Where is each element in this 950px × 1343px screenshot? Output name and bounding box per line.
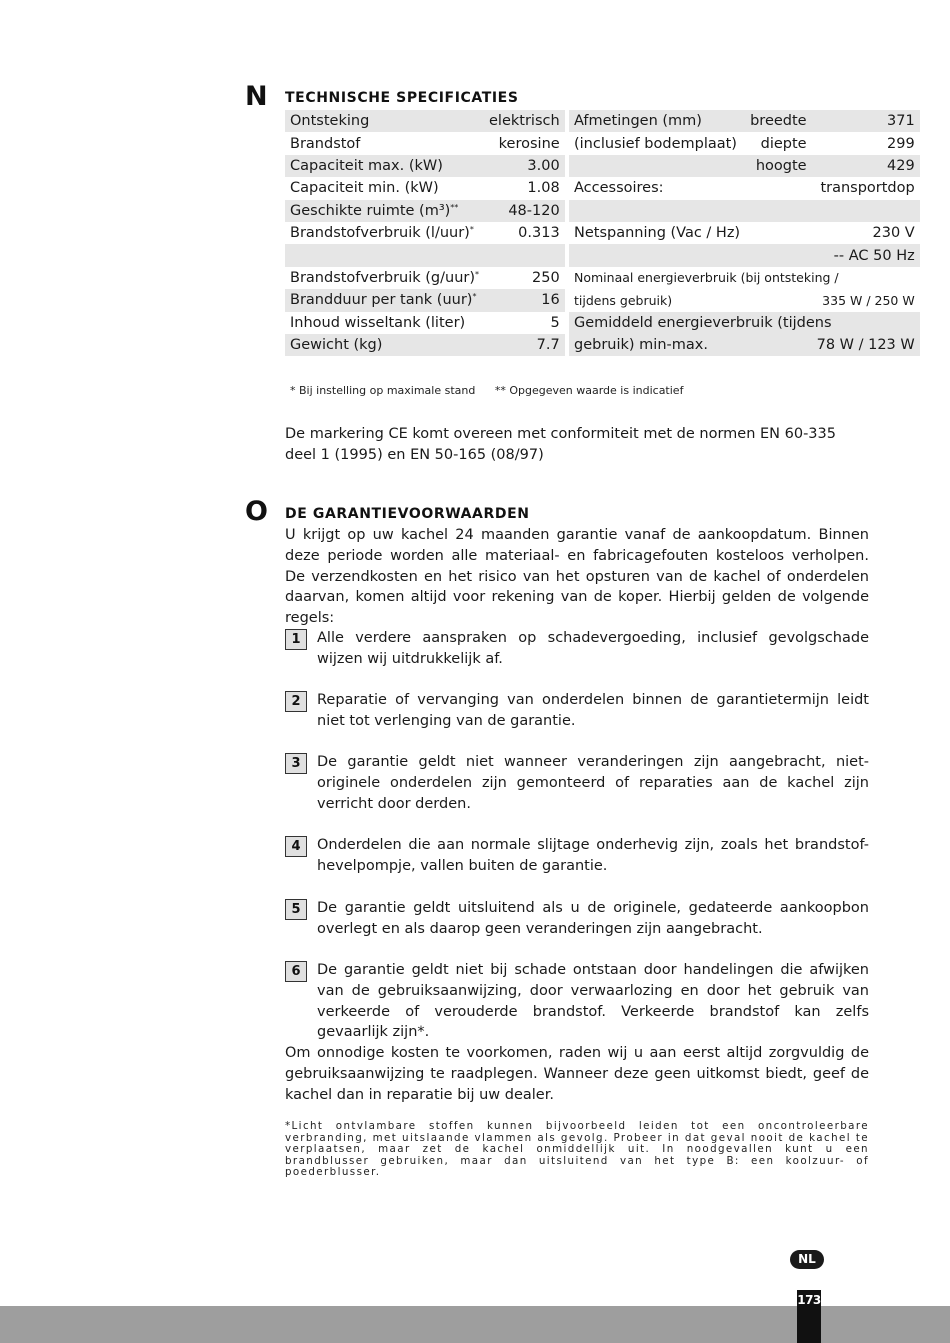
spec-row	[285, 200, 565, 222]
warranty-rule	[285, 752, 869, 814]
rule-text: De garantie geldt niet bij schade ontstaan door handelingen die afwijken van de gebruiksaanwijzing, door verwaarlozing en door het gebruik van verkeerde of verouderde brandstof. Verkeerde brandstof kan zelfs gevaarlijk zijn*.	[317, 962, 869, 1041]
spec-label: Afmetingen (mm)	[569, 110, 745, 132]
note-max-setting: * Bij instelling op maximale stand	[290, 384, 476, 397]
warranty-rule	[285, 960, 869, 1043]
spec-label: Gewicht (kg)	[285, 334, 484, 356]
spec-dimension	[745, 200, 812, 222]
spec-table-left	[285, 110, 565, 356]
spec-label: Brandduur per tank (uur)*	[285, 289, 484, 311]
spec-notes	[290, 384, 699, 397]
spec-dimension	[745, 334, 812, 356]
spec-row	[569, 334, 920, 356]
spec-label: Gemiddeld energieverbruik (tijdens	[569, 312, 920, 334]
spec-label	[569, 200, 745, 222]
section-title-warranty: DE GARANTIEVOORWAARDEN	[285, 506, 530, 522]
spec-label: Accessoires:	[574, 180, 664, 197]
spec-value: 3.00	[484, 155, 565, 177]
spec-row	[285, 244, 565, 266]
spec-row	[569, 132, 920, 154]
spec-row	[569, 244, 920, 266]
section-letter-n: N	[245, 81, 268, 112]
spec-value: 250	[532, 269, 560, 286]
rule-number-badge: 3	[285, 753, 307, 774]
spec-dimension	[745, 222, 812, 244]
spec-label	[569, 155, 745, 177]
spec-row	[569, 289, 920, 311]
language-badge: NL	[790, 1250, 824, 1269]
spec-value: 371	[812, 110, 920, 132]
spec-row	[569, 110, 920, 132]
spec-row	[569, 200, 920, 222]
spec-value: transportdop	[820, 180, 915, 197]
warranty-rule	[285, 898, 869, 940]
spec-row	[569, 177, 920, 199]
footnote-flammable: *Licht ontvlambare stoffen kunnen bijvoorbeeld leiden tot een oncontroleerbare verbranding, met uitslaande vlammen als gevolg. Probeer in dat geval nooit de kachel te verplaatsen, maar zet de kachel onmiddellijk uit. In noodgevallen kunt u een brandblusser gebruiken, maar dan uitsluitend van het type B: een koolzuur- of poederblusser.	[285, 1120, 869, 1178]
spec-label: Ontsteking	[285, 110, 484, 132]
spec-value: 7.7	[484, 334, 565, 356]
spec-value: 48-120	[484, 200, 565, 222]
spec-row	[285, 334, 565, 356]
rule-number-badge: 4	[285, 836, 307, 857]
section-letter-o: O	[245, 496, 268, 527]
spec-dimension	[745, 289, 812, 311]
spec-row	[569, 222, 920, 244]
spec-label: Brandstof	[290, 135, 361, 152]
spec-label: Netspanning (Vac / Hz)	[574, 225, 741, 242]
spec-row	[285, 132, 565, 154]
spec-value: 230 V	[872, 225, 915, 242]
spec-row	[285, 110, 565, 132]
spec-value: 1.08	[527, 180, 560, 197]
rule-text: Reparatie of vervanging van onderdelen binnen de garantietermijn leidt niet tot verlenging van de garantie.	[317, 692, 869, 729]
rule-number-badge: 2	[285, 691, 307, 712]
spec-label	[285, 244, 484, 266]
spec-row	[285, 222, 565, 244]
rule-text: De garantie geldt niet wanneer veranderingen zijn aangebracht, niet-originele onderdelen zijn gemonteerd of reparaties aan de kachel zijn verricht door derden.	[317, 754, 869, 812]
spec-value: 335 W / 250 W	[822, 292, 915, 308]
spec-dimension: hoogte	[745, 155, 812, 177]
warranty-intro: U krijgt op uw kachel 24 maanden garantie vanaf de aankoopdatum. Binnen deze periode worden alle materiaal- en fabricagefouten kosteloos verholpen. De verzendkosten en het risico van het opsturen van de kachel of onderdelen daarvan, komen altijd voor rekening van de koper. Hierbij gelden de volgende regels:	[285, 527, 869, 627]
page-number: 173	[797, 1290, 821, 1343]
spec-value: 78 W / 123 W	[812, 334, 920, 356]
spec-value	[484, 244, 565, 266]
rule-text: Alle verdere aanspraken op schadevergoeding, inclusief gevolgschade wijzen wij uitdrukkelijk af.	[317, 630, 869, 667]
warranty-rule	[285, 835, 869, 877]
spec-dimension: breedte	[745, 110, 812, 132]
spec-dimension: diepte	[760, 135, 807, 152]
spec-label: Capaciteit min. (kW)	[290, 180, 439, 197]
spec-value: 299	[887, 135, 915, 152]
spec-label: gebruik) min-max.	[569, 334, 745, 356]
rule-number-badge: 1	[285, 629, 307, 650]
spec-label	[569, 244, 745, 266]
warranty-closing: Om onnodige kosten te voorkomen, raden wij u aan eerst altijd zorgvuldig de gebruiksaanwijzing te raadplegen. Wanneer deze geen uitkomst biedt, geef de kachel dan in reparatie bij uw dealer.	[285, 1045, 869, 1103]
spec-table-right	[569, 110, 920, 356]
spec-row	[569, 155, 920, 177]
spec-row	[285, 289, 565, 311]
spec-row	[285, 177, 565, 199]
spec-row	[285, 155, 565, 177]
spec-dimension	[745, 244, 812, 266]
ce-marking-text: De markering CE komt overeen met conformiteit met de normen EN 60-335 deel 1 (1995) en EN 50-165 (08/97)	[285, 426, 836, 463]
spec-label: Geschikte ruimte (m³)**	[285, 200, 484, 222]
rule-number-badge: 6	[285, 961, 307, 982]
spec-value: -- AC 50 Hz	[812, 244, 920, 266]
warranty-rule	[285, 628, 869, 670]
spec-row	[285, 312, 565, 334]
warranty-rule	[285, 690, 869, 732]
spec-value: kerosine	[498, 135, 560, 152]
spec-label: Brandstofverbruik (l/uur)*	[290, 225, 474, 242]
section-title-technical-specs: TECHNISCHE SPECIFICATIES	[285, 90, 519, 106]
note-indicative: ** Opgegeven waarde is indicatief	[494, 384, 684, 397]
spec-value: elektrisch	[484, 110, 565, 132]
spec-label: Nominaal energieverbruik (bij ontsteking /	[574, 270, 839, 286]
spec-label: Capaciteit max. (kW)	[285, 155, 484, 177]
spec-row	[569, 267, 920, 289]
rule-text: Onderdelen die aan normale slijtage onderhevig zijn, zoals het brandstof-hevelpompje, vallen buiten de garantie.	[317, 837, 869, 874]
spec-row	[285, 267, 565, 289]
spec-value	[812, 200, 920, 222]
spec-label: (inclusief bodemplaat)	[574, 135, 737, 152]
spec-value: 0.313	[518, 225, 560, 242]
spec-dimension	[745, 177, 812, 199]
spec-label: tijdens gebruik)	[574, 292, 673, 308]
rule-number-badge: 5	[285, 899, 307, 920]
spec-row	[569, 312, 920, 334]
spec-value: 16	[484, 289, 565, 311]
spec-label: Brandstofverbruik (g/uur)*	[290, 269, 480, 286]
rule-text: De garantie geldt uitsluitend als u de originele, gedateerde aankoopbon overlegt en als daarop geen veranderingen zijn aangebracht.	[317, 900, 869, 937]
spec-value: 429	[812, 155, 920, 177]
spec-label: Inhoud wisseltank (liter)	[290, 314, 466, 331]
spec-value: 5	[550, 314, 560, 331]
